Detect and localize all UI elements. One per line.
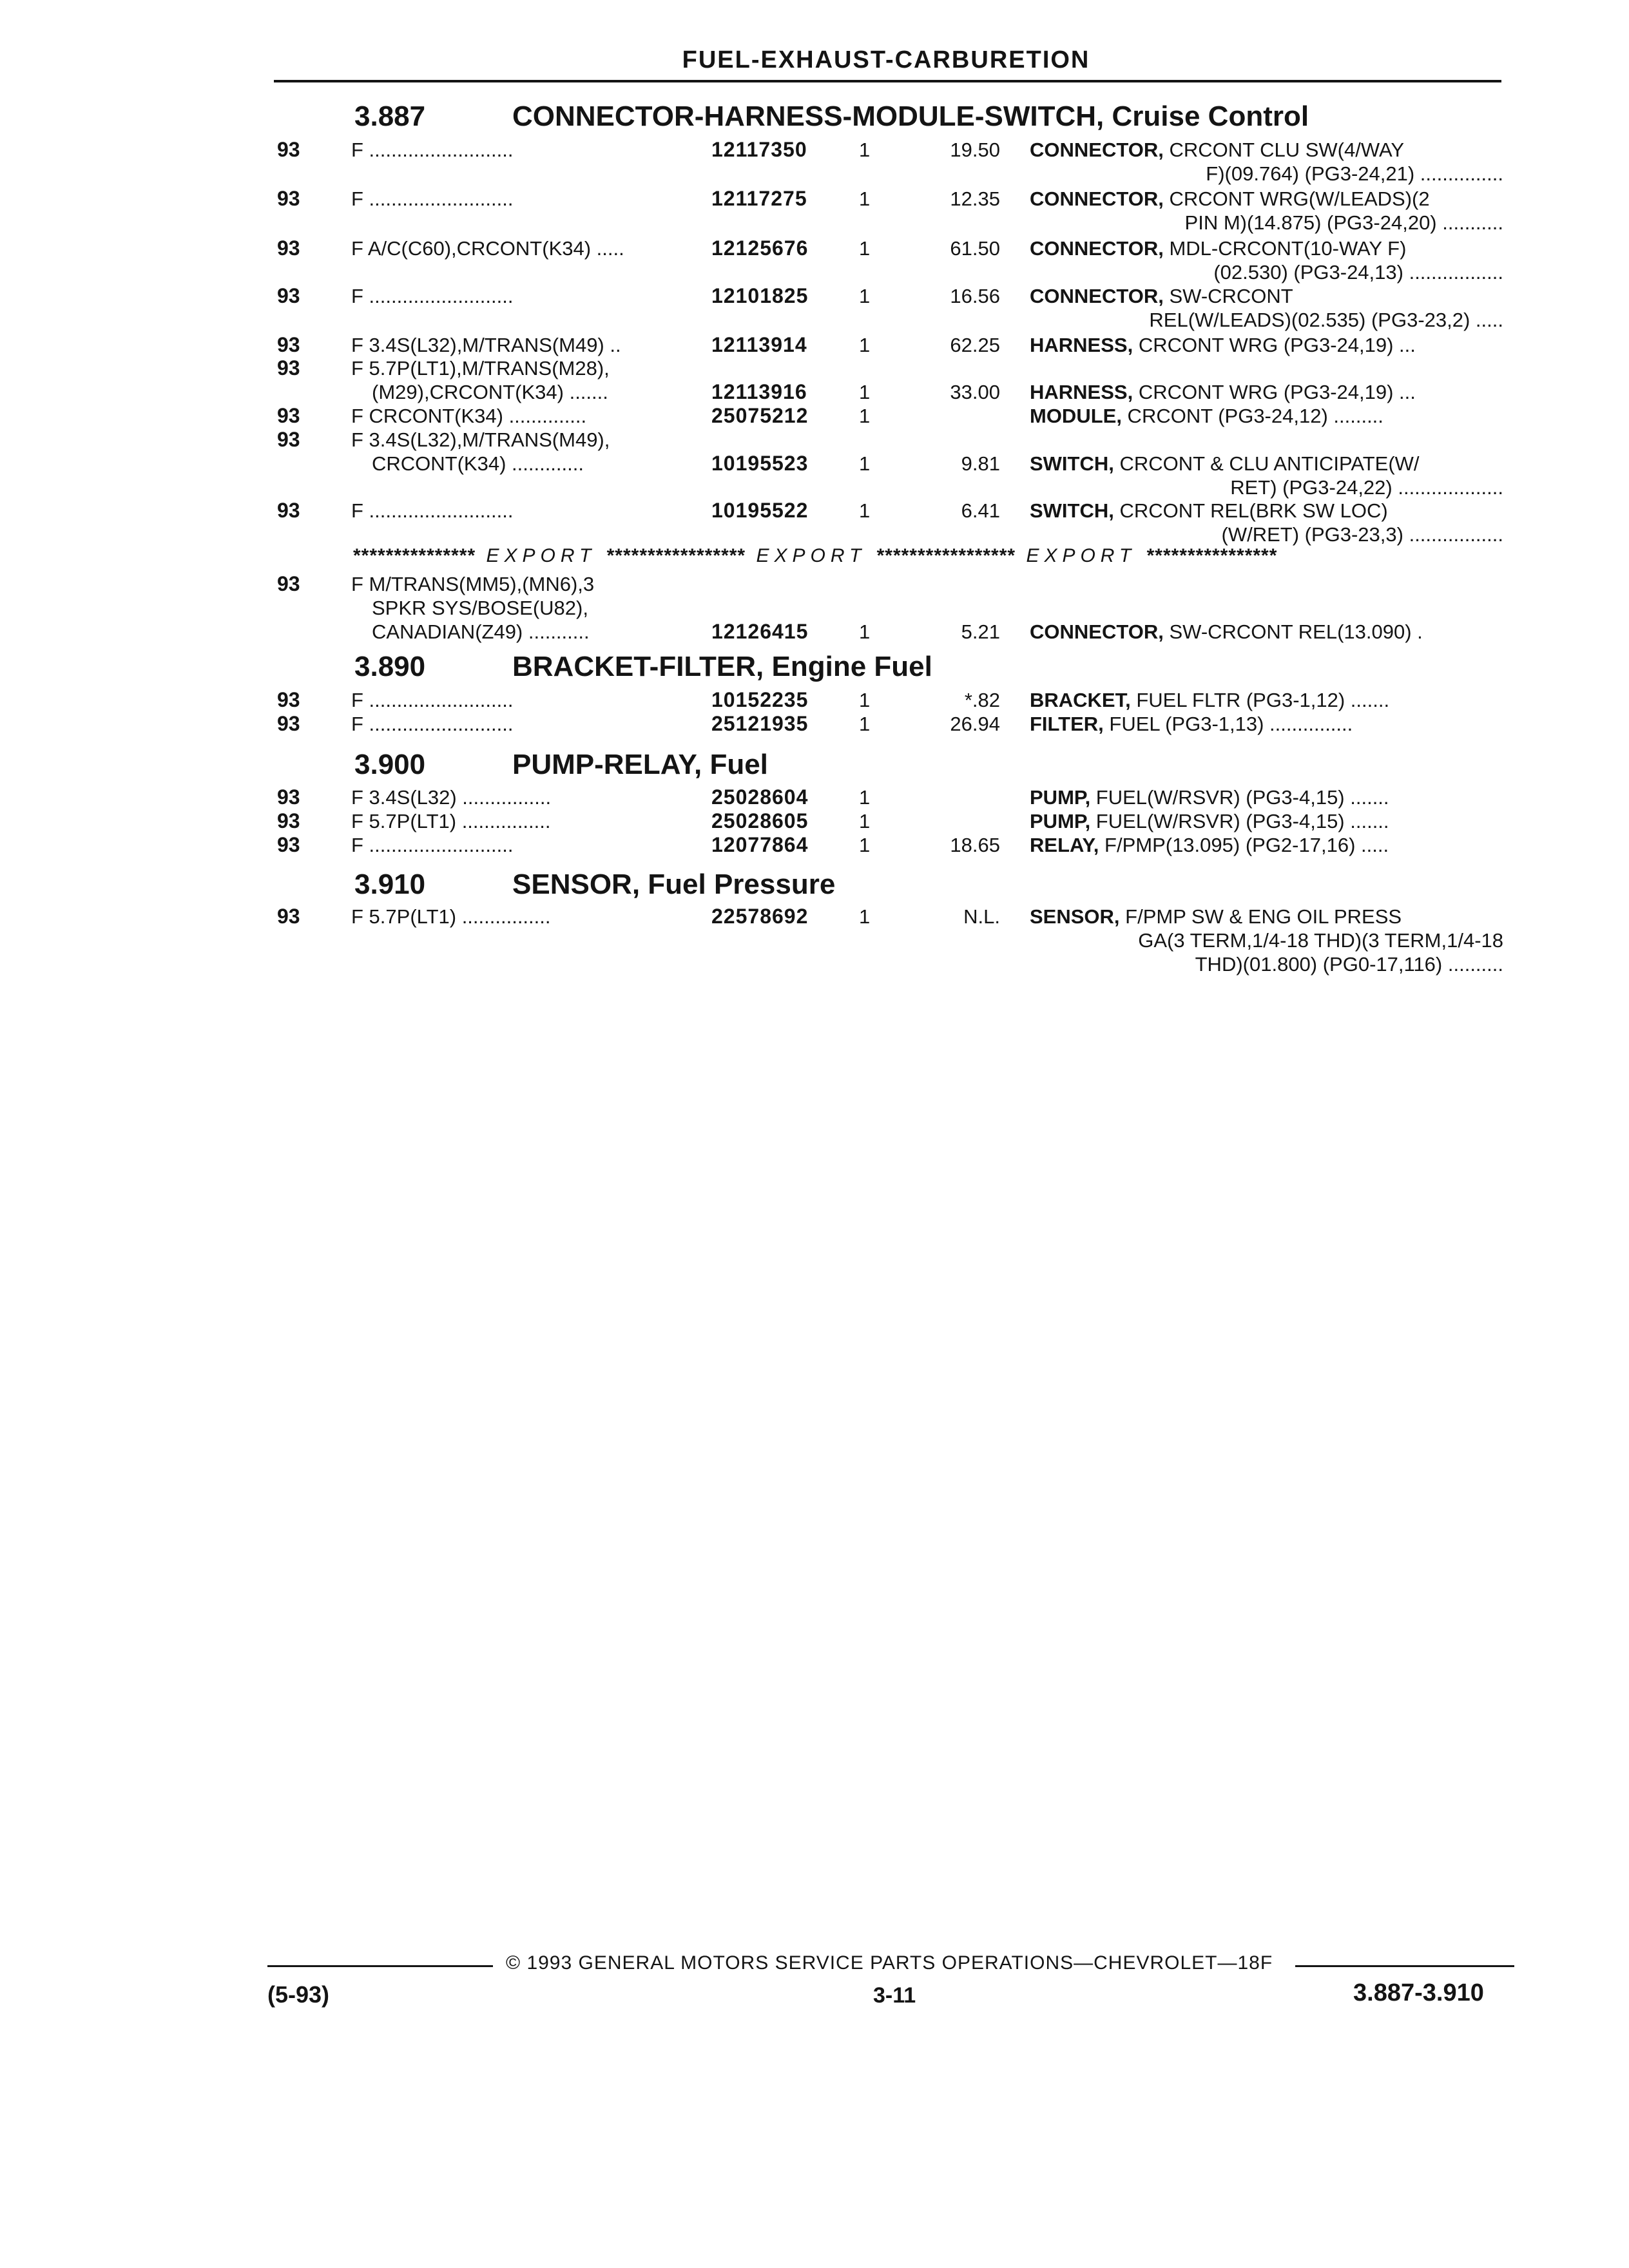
application: F ..........................	[351, 499, 514, 522]
description	[1030, 380, 1503, 404]
export-label: EXPORT	[1026, 545, 1137, 566]
application-line: (M29),CRCONT(K34) .......	[372, 381, 608, 403]
part-number: 12117275	[711, 187, 807, 210]
section-title-main: SENSOR,	[512, 869, 641, 900]
model-year: 93	[277, 187, 300, 210]
quantity: 1	[859, 334, 871, 356]
price: N.L.	[963, 905, 1000, 928]
description	[1030, 785, 1503, 809]
export-stars: ****************	[1146, 545, 1278, 566]
quantity: 1	[859, 689, 871, 711]
application: F ..........................	[351, 285, 514, 307]
part-number: 25028604	[711, 785, 809, 809]
quantity: 1	[859, 381, 871, 403]
part-name: HARNESS,	[1030, 334, 1133, 356]
export-label: EXPORT	[756, 545, 867, 566]
model-year: 93	[277, 785, 300, 809]
description-line: F/PMP(13.095) (PG2-17,16) .....	[1099, 834, 1389, 856]
model-year: 93	[277, 499, 300, 522]
description	[1030, 905, 1503, 976]
part-number: 12077864	[711, 833, 809, 856]
price: 6.41	[961, 499, 1000, 522]
quantity: 1	[859, 834, 871, 856]
part-name: CONNECTOR,	[1030, 237, 1164, 260]
footer-page-number: 3-11	[873, 1983, 916, 2008]
price: *.82	[964, 689, 1000, 711]
section-number: 3.890	[354, 651, 426, 682]
part-number: 22578692	[711, 905, 809, 928]
section-title	[512, 101, 1309, 133]
part-number: 25121935	[711, 712, 809, 735]
part-name: FILTER,	[1030, 713, 1104, 735]
application	[351, 572, 699, 644]
part-number: 10152235	[711, 688, 809, 711]
section-title-main: PUMP-RELAY,	[512, 749, 702, 780]
footer-rule-right	[1295, 1965, 1514, 1967]
part-name: RELAY,	[1030, 834, 1099, 856]
export-label: EXPORT	[486, 545, 597, 566]
description-line: FUEL(W/RSVR) (PG3-4,15) .......	[1090, 786, 1389, 809]
description	[1030, 712, 1503, 736]
description	[1030, 404, 1503, 428]
description-line: SW-CRCONT REL(13.090) .	[1163, 620, 1423, 643]
section-number: 3.900	[354, 749, 426, 780]
section-title-main: CONNECTOR-HARNESS-MODULE-SWITCH,	[512, 101, 1104, 132]
price: 62.25	[950, 334, 1000, 356]
description-line: REL(W/LEADS)(02.535) (PG3-23,2) .....	[1149, 309, 1503, 331]
section-title-sub: Cruise Control	[1112, 101, 1309, 132]
quantity: 1	[859, 187, 871, 210]
application-line: CRCONT(K34) .............	[372, 452, 584, 475]
description-line: CRCONT & CLU ANTICIPATE(W/	[1113, 452, 1420, 475]
export-stars: ***************	[353, 545, 476, 566]
description	[1030, 187, 1503, 235]
section-title	[512, 869, 835, 901]
application: F ..........................	[351, 139, 514, 161]
export-divider	[353, 545, 1503, 567]
part-name: HARNESS,	[1030, 381, 1133, 403]
export-stars: *****************	[606, 545, 746, 566]
application: F 5.7P(LT1) ................	[351, 905, 551, 928]
quantity: 1	[859, 405, 871, 427]
application-line: F M/TRANS(MM5),(MN6),3	[351, 573, 595, 595]
application: F ..........................	[351, 713, 514, 735]
part-name: SWITCH,	[1030, 452, 1114, 475]
description-line: (02.530) (PG3-24,13) .................	[1213, 261, 1503, 284]
part-number: 12117350	[711, 138, 807, 161]
part-number: 25028605	[711, 809, 809, 832]
part-name: PUMP,	[1030, 786, 1091, 809]
export-stars: *****************	[876, 545, 1016, 566]
header-rule	[274, 80, 1501, 82]
application	[351, 356, 699, 404]
description	[1030, 236, 1503, 284]
application-line: CANADIAN(Z49) ...........	[372, 620, 590, 643]
description	[1030, 333, 1503, 357]
price: 33.00	[950, 381, 1000, 403]
section-title	[512, 651, 932, 683]
application: F ..........................	[351, 689, 514, 711]
part-name: BRACKET,	[1030, 689, 1131, 711]
quantity: 1	[859, 285, 871, 307]
model-year: 93	[277, 905, 300, 928]
application	[351, 428, 699, 476]
part-name: SENSOR,	[1030, 905, 1120, 928]
footer-rule-left	[267, 1965, 493, 1967]
model-year: 93	[277, 333, 300, 356]
price: 12.35	[950, 187, 1000, 210]
description-line: CRCONT REL(BRK SW LOC)	[1113, 499, 1388, 522]
description-line: CRCONT (PG3-24,12) .........	[1121, 405, 1383, 427]
footer-date: (5-93)	[267, 1981, 330, 2008]
quantity: 1	[859, 786, 871, 809]
description	[1030, 284, 1503, 332]
quantity: 1	[859, 905, 871, 928]
section-title	[512, 749, 768, 781]
quantity: 1	[859, 237, 871, 260]
description	[1030, 809, 1503, 833]
part-name: CONNECTOR,	[1030, 139, 1164, 161]
price: 5.21	[961, 620, 1000, 643]
part-number: 25075212	[711, 404, 809, 427]
price: 19.50	[950, 139, 1000, 161]
model-year: 93	[277, 284, 300, 307]
model-year: 93	[277, 688, 300, 711]
description-line: SW-CRCONT	[1163, 285, 1293, 307]
quantity: 1	[859, 810, 871, 832]
description-line: GA(3 TERM,1/4-18 THD)(3 TERM,1/4-18	[1138, 929, 1503, 952]
application: F 3.4S(L32) ................	[351, 786, 552, 809]
price: 9.81	[961, 452, 1000, 475]
model-year: 93	[277, 236, 300, 260]
price: 26.94	[950, 713, 1000, 735]
description-line: RET) (PG3-24,22) ...................	[1230, 476, 1503, 499]
description-line: FUEL FLTR (PG3-1,12) .......	[1130, 689, 1390, 711]
quantity: 1	[859, 499, 871, 522]
application: F ..........................	[351, 187, 514, 210]
description	[1030, 833, 1503, 857]
description	[1030, 499, 1503, 546]
model-year: 93	[277, 712, 300, 735]
part-name: CONNECTOR,	[1030, 187, 1164, 210]
section-number: 3.910	[354, 869, 426, 900]
description-line: MDL-CRCONT(10-WAY F)	[1163, 237, 1407, 260]
application: F ..........................	[351, 834, 514, 856]
description-line: CRCONT WRG (PG3-24,19) ...	[1133, 381, 1416, 403]
quantity: 1	[859, 713, 871, 735]
part-number: 10195522	[711, 499, 809, 522]
price: 16.56	[950, 285, 1000, 307]
part-name: MODULE,	[1030, 405, 1122, 427]
application: F A/C(C60),CRCONT(K34) .....	[351, 237, 624, 260]
description	[1030, 620, 1503, 644]
application: F 5.7P(LT1) ................	[351, 810, 551, 832]
description	[1030, 452, 1503, 499]
model-year: 93	[277, 138, 300, 161]
part-number: 12113916	[711, 380, 807, 403]
model-year: 93	[277, 809, 300, 832]
model-year: 93	[277, 572, 300, 595]
part-number: 12125676	[711, 236, 809, 260]
quantity: 1	[859, 139, 871, 161]
description-line: F/PMP SW & ENG OIL PRESS	[1119, 905, 1402, 928]
description-line: FUEL (PG3-1,13) ...............	[1103, 713, 1353, 735]
description-line: PIN M)(14.875) (PG3-24,20) ...........	[1184, 211, 1503, 234]
description-line: CRCONT CLU SW(4/WAY	[1163, 139, 1404, 161]
footer-section-range: 3.887-3.910	[1353, 1979, 1484, 2006]
footer-copyright: © 1993 GENERAL MOTORS SERVICE PARTS OPERATIONS—CHEVROLET—18F	[506, 1952, 1273, 1974]
model-year: 93	[277, 356, 300, 380]
description-line: (W/RET) (PG3-23,3) .................	[1221, 523, 1503, 546]
section-title-sub: Fuel	[709, 749, 768, 780]
section-number: 3.887	[354, 101, 426, 132]
price: 61.50	[950, 237, 1000, 260]
description	[1030, 138, 1503, 186]
description-line: THD)(01.800) (PG0-17,116) ..........	[1195, 953, 1503, 975]
quantity: 1	[859, 452, 871, 475]
section-title-main: BRACKET-FILTER,	[512, 651, 764, 682]
part-number: 12113914	[711, 333, 807, 356]
model-year: 93	[277, 404, 300, 427]
section-title-sub: Fuel Pressure	[648, 869, 836, 900]
part-name: CONNECTOR,	[1030, 620, 1164, 643]
description-line: F)(09.764) (PG3-24,21) ...............	[1206, 162, 1503, 185]
price: 18.65	[950, 834, 1000, 856]
application: F CRCONT(K34) ..............	[351, 405, 587, 427]
model-year: 93	[277, 428, 300, 451]
application-line: SPKR SYS/BOSE(U82),	[372, 597, 588, 619]
description	[1030, 688, 1503, 712]
section-title-sub: Engine Fuel	[771, 651, 932, 682]
part-number: 10195523	[711, 452, 809, 475]
model-year: 93	[277, 833, 300, 856]
description-line: FUEL(W/RSVR) (PG3-4,15) .......	[1090, 810, 1389, 832]
description-line: CRCONT WRG (PG3-24,19) ...	[1133, 334, 1416, 356]
quantity: 1	[859, 620, 871, 643]
part-number: 12101825	[711, 284, 809, 307]
page-header-title: FUEL-EXHAUST-CARBURETION	[682, 46, 1090, 73]
description-line: CRCONT WRG(W/LEADS)(2	[1163, 187, 1430, 210]
application-line: F 3.4S(L32),M/TRANS(M49),	[351, 428, 610, 451]
part-name: SWITCH,	[1030, 499, 1114, 522]
application: F 3.4S(L32),M/TRANS(M49) ..	[351, 334, 621, 356]
part-name: CONNECTOR,	[1030, 285, 1164, 307]
application-line: F 5.7P(LT1),M/TRANS(M28),	[351, 357, 610, 380]
part-name: PUMP,	[1030, 810, 1091, 832]
part-number: 12126415	[711, 620, 809, 643]
